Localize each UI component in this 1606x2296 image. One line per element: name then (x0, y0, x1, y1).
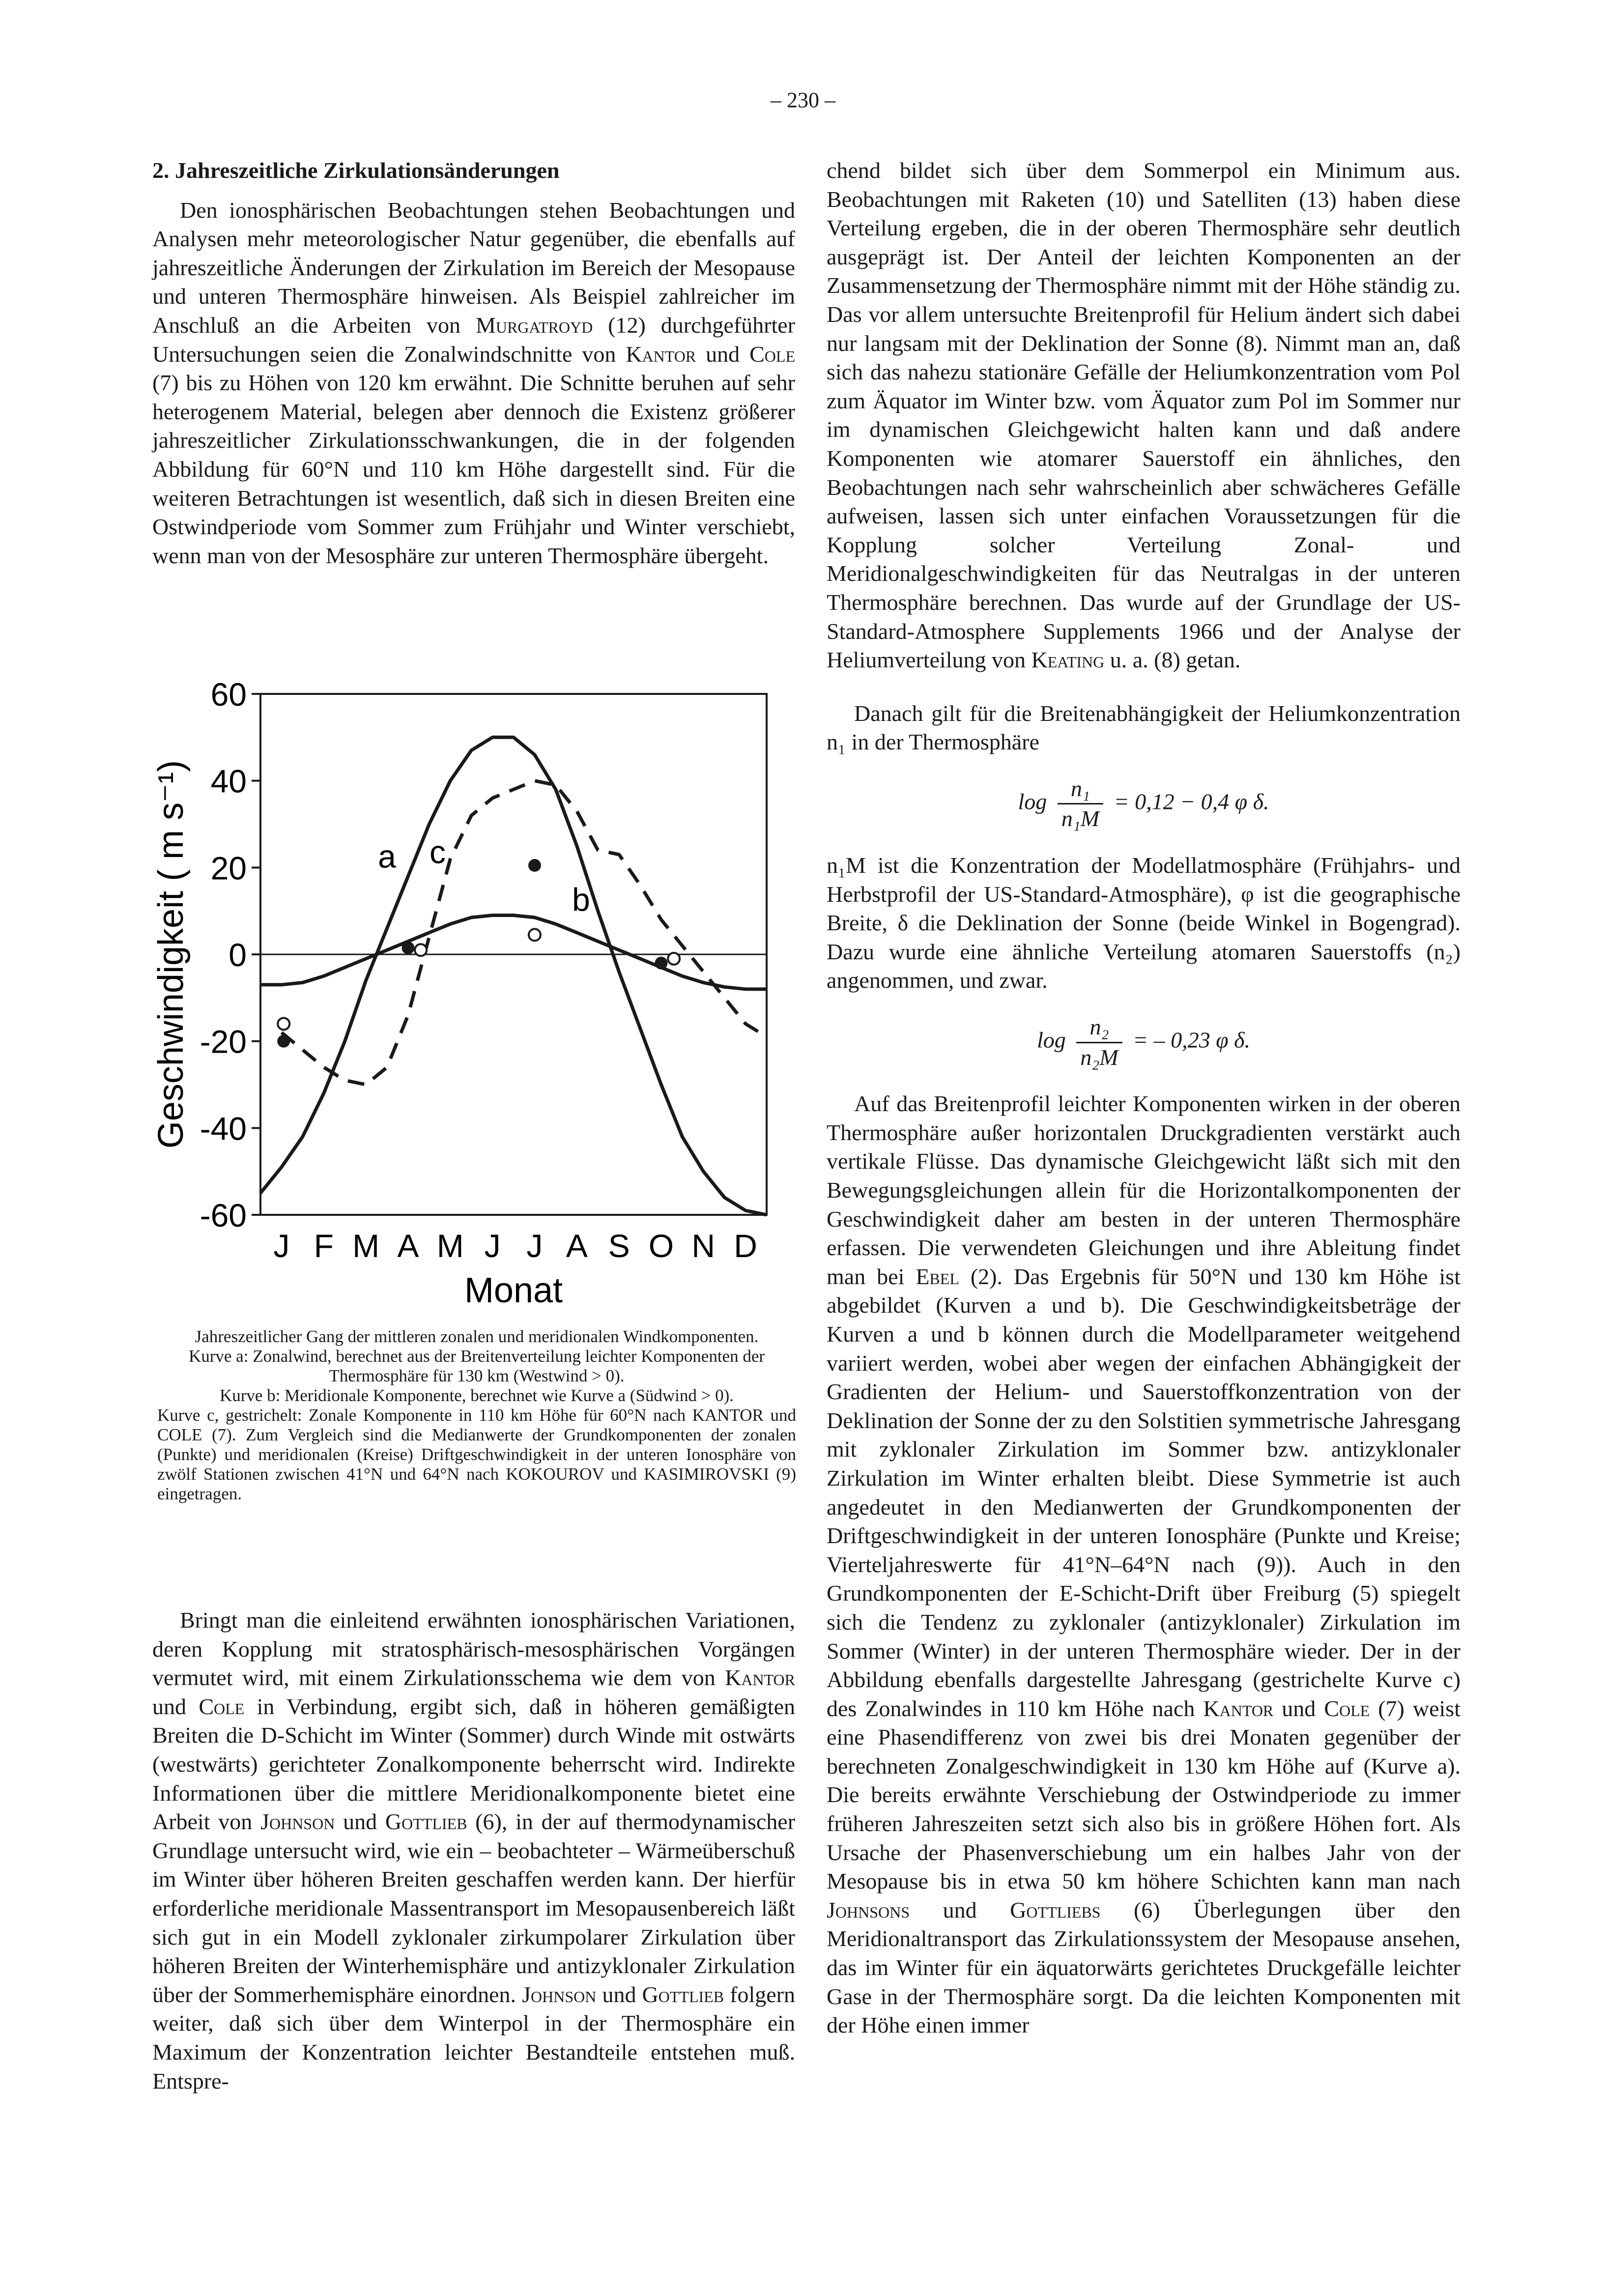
page-number: – 230 – (771, 88, 835, 112)
left-column-top (152, 156, 795, 570)
x-tick-label: S (608, 1228, 630, 1264)
y-tick-label: 20 (210, 850, 247, 887)
curve-a (260, 737, 767, 1215)
section-heading: 2. Jahreszeitliche Zirkulationsänderungen (152, 158, 560, 183)
y-tick-label: -40 (200, 1110, 247, 1147)
x-tick-label: M (352, 1228, 380, 1264)
curve-b (260, 916, 767, 989)
y-axis-label: Geschwindigkeit ( m s⁻¹) (151, 760, 191, 1149)
y-tick-label: 40 (210, 763, 247, 800)
right-paragraph-1: chend bildet sich über dem Sommerpol ein Minimum aus. Beobachtungen mit Raketen (10) und Satelliten (13) haben diese Verteilung ergeben, die in der oberen Thermosphäre sehr deutlich ausgeprägt ist. Der Anteil der leichten Komponenten an der Zusammensetzung der Thermosphäre nimmt mit der Höhe ständig zu. Das vor allem untersuchte Breitenprofil für Helium ändert sich dabei nur langsam mit der Deklination der Sonne (8). Nimmt man an, daß sich das nahezu stationäre Gefälle der Heliumkonzentration vom Pol zum Äquator im Winter bzw. vom Äquator zum Pol im Sommer nur im dynamischen Gleichgewicht halten kann und daß andere Komponenten wie atomarer Sauerstoff ein ähnliches, den Beobachtungen nach sehr wahrscheinlich aber schwächeres Gefälle aufweisen, lassen sich unter einfachen Voraussetzungen für die Kopplung solcher Verteilung Zonal- und Meridionalgeschwindigkeiten für das Neutralgas in der unteren Thermosphäre berechnen. Das wurde auf der Grundlage der US-Standard-Atmosphere Supplements 1966 und der Analyse der Heliumverteilung von Keating u. a. (8) getan. (827, 158, 1461, 673)
wind-chart (147, 668, 796, 1307)
curve-label-a: a (378, 838, 396, 875)
figure-caption (157, 1327, 796, 1504)
x-tick-label: M (436, 1228, 464, 1264)
x-tick-label: O (648, 1228, 674, 1264)
x-tick-label: A (566, 1228, 588, 1264)
left-paragraph-1: Den ionosphärischen Beobachtungen stehen Beobachtungen und Analysen mehr meteorologischer Natur gegenüber, die ebenfalls auf jahreszeitliche Änderungen der Zirkulation im Bereich der Mesopause und unteren Thermosphäre hinweisen. Als Beispiel zahlreicher im Anschluß an die Arbeiten von Murgatroyd (12) durchgeführter Untersuchungen seien die Zonalwindschnitte von Kantor und Cole (7) bis zu Höhen von 120 km erwähnt. Die Schnitte beruhen auf sehr heterogenem Material, belegen aber dennoch die Existenz größerer jahreszeitlicher Zirkulationsschwankungen, die in der folgenden Abbildung für 60°N und 110 km Höhe dargestellt sind. Für die weiteren Betrachtungen ist wesentlich, daß sich in diesen Breiten eine Ostwindperiode vom Sommer zum Frühjahr und Winter verschiebt, wenn man von der Mesosphäre zur unteren Thermosphäre übergeht. (152, 197, 795, 568)
y-tick-label: 0 (229, 937, 247, 973)
zonal-median-point (655, 957, 667, 970)
x-axis-label: Monat (464, 1271, 563, 1307)
y-tick-label: 60 (210, 676, 247, 713)
meridional-median-circle (278, 1018, 289, 1030)
meridional-median-circle (668, 953, 680, 965)
curve-c (282, 781, 767, 1085)
formula-oxygen: log $\frac{\text{n₂}}{\text{n₂M}}$ = – 0,23 φ δ. (827, 1013, 1461, 1072)
x-tick-label: N (691, 1228, 716, 1264)
caption-line-3: Kurve b: Meridionale Komponente, berechnet wie Kurve a (Südwind > 0). (219, 1386, 734, 1405)
caption-line-1: Jahreszeitlicher Gang der mittleren zonalen und meridionalen Windkomponenten. (195, 1327, 759, 1346)
formula-helium: log $\frac{\text{n₁}}{\text{n₁M}}$ = 0,12 − 0,4 φ δ. (827, 775, 1461, 833)
x-tick-label: J (526, 1228, 543, 1264)
caption-line-2: Kurve a: Zonalwind, berechnet aus der Breitenverteilung leichter Komponenten der Thermosphäre für 130 km (Westwind > 0). (188, 1347, 765, 1385)
right-paragraph-2: Danach gilt für die Breitenabhängigkeit der Heliumkonzentration n₁ in der Thermosphäre (827, 700, 1461, 755)
right-column (827, 156, 1461, 2040)
zonal-median-point (277, 1035, 290, 1048)
x-tick-label: F (314, 1228, 334, 1264)
caption-line-4: Kurve c, gestrichelt: Zonale Komponente in 110 km Höhe für 60°N nach KANTOR und COLE (7). Zum Vergleich sind die Medianwerte der Grundkomponenten der zonalen (Punkte) und meridionalen (Kreise) Driftgeschwindigkeit in der unteren Ionosphäre von zwölf Stationen zwischen 41°N und 64°N nach KOKOUROV und KASIMIROVSKI (9) eingetragen. (157, 1406, 796, 1503)
x-tick-label: A (397, 1228, 419, 1264)
x-tick-label: J (484, 1228, 501, 1264)
zonal-median-point (402, 942, 414, 954)
left-paragraph-2: Bringt man die einleitend erwähnten ionosphärischen Variationen, deren Kopplung mit stratosphärisch-mesosphärischen Vorgängen vermutet wird, mit einem Zirkulationsschema wie dem von Kantor und Cole in Verbindung, ergibt sich, daß in höheren gemäßigten Breiten die D-Schicht im Winter (Sommer) durch Winde mit ostwärts (westwärts) gerichteter Zonalkomponente beherrscht wird. Indirekte Informationen über die mittlere Meridionalkomponente bietet eine Arbeit von Johnson und Gottlieb (6), in der auf thermodynamischer Grundlage untersucht wird, wie ein – beobachteter – Wärmeüberschuß im Winter über höheren Breiten geschaffen werden kann. Der hierfür erforderliche meridionale Massentransport im Mesopausenbereich läßt sich gut in ein Modell zyklonaler zirkumpolarer Zirkulation über höheren Breiten der Winterhemisphäre und antizyklonaler Zirkulation über der Sommerhemisphäre einordnen. Johnson und Gottlieb folgern weiter, daß sich über dem Winterpol in der Thermosphäre ein Maximum der Konzentration leichter Bestandteile entstehen muß. Entspre- (152, 1607, 796, 2094)
curve-label-b: b (572, 881, 590, 918)
x-tick-label: J (273, 1228, 290, 1264)
meridional-median-circle (415, 944, 427, 956)
zonal-median-point (528, 859, 541, 872)
right-paragraph-4: Auf das Breitenprofil leichter Komponenten wirken in der oberen Thermosphäre außer horizontalen Druckgradienten verstärkt auch vertikale Flüsse. Das dynamische Gleichgewicht läßt sich mit den Bewegungsgleichungen allein für die Horizontalkomponenten der Geschwindigkeit daher am besten in der unteren Thermosphäre erfassen. Die verwendeten Gleichungen und ihre Ableitung findet man bei Ebel (2). Das Ergebnis für 50°N und 130 km Höhe ist abgebildet (Kurven a und b). Die Geschwindigkeitsbeträge der Kurven a und b können durch die Modellparameter weitgehend variiert werden, wobei aber wegen der einfachen Abhängigkeit der Gradienten der Helium- und Sauerstoffkonzentration von der Deklination der Sonne der zu den Solstitien symmetrische Jahresgang mit zyklonaler Zirkulation im Sommer bzw. antizyklonaler Zirkulation im Winter erhalten bleibt. Diese Symmetrie ist auch angedeutet in den Medianwerten der Grundkomponenten der Driftgeschwindigkeit in der unteren Ionosphäre (Punkte und Kreise; Vierteljahreswerte für 41°N–64°N nach (9)). Auch in den Grundkomponenten der E-Schicht-Drift über Freiburg (5) spiegelt sich die Tendenz zu zyklonaler (antizyklonaler) Zirkulation im Sommer (Winter) in der unteren Thermosphäre wieder. Der in der Abbildung ebenfalls dargestellte Jahresgang (gestrichelte Kurve c) des Zonalwindes in 110 km Höhe nach Kantor und Cole (7) weist eine Phasendifferenz von zwei bis drei Monaten gegenüber der berechneten Zonalgeschwindigkeit in 130 km Höhe auf (Kurve a). Die bereits erwähnte Verschiebung der Ostwindperiode zu immer früheren Jahreszeiten setzt sich also bis in größere Höhen fort. Als Ursache der Phasenverschiebung um ein halbes Jahr von der Mesopause bis in etwa 50 km höhere Schichten kann man nach Johnsons und Gottliebs (6) Überlegungen über den Meridionaltransport das Zirkulationssystem der Mesopause ansehen, das im Winter für ein äquatorwärts gerichtetes Druckgefälle leichter Gase in der Thermosphäre sorgt. Da die leichten Komponenten mit der Höhe einen immer (827, 1091, 1461, 2038)
meridional-median-circle (529, 929, 541, 941)
right-paragraph-3: n₁M ist die Konzentration der Modellatmosphäre (Frühjahrs- und Herbstprofil der US-Standard-Atmosphäre), φ ist die geographische Breite, δ die Deklination der Sonne (beide Winkel in Bogengrad). Dazu wurde eine ähnliche Verteilung atomaren Sauerstoffs (n₂) angenommen, und zwar. (827, 853, 1461, 993)
y-tick-label: -60 (200, 1197, 247, 1234)
y-tick-label: -20 (200, 1023, 247, 1060)
x-tick-label: D (734, 1228, 757, 1264)
curve-label-c: c (430, 833, 446, 870)
left-column-bottom (152, 1606, 795, 2095)
